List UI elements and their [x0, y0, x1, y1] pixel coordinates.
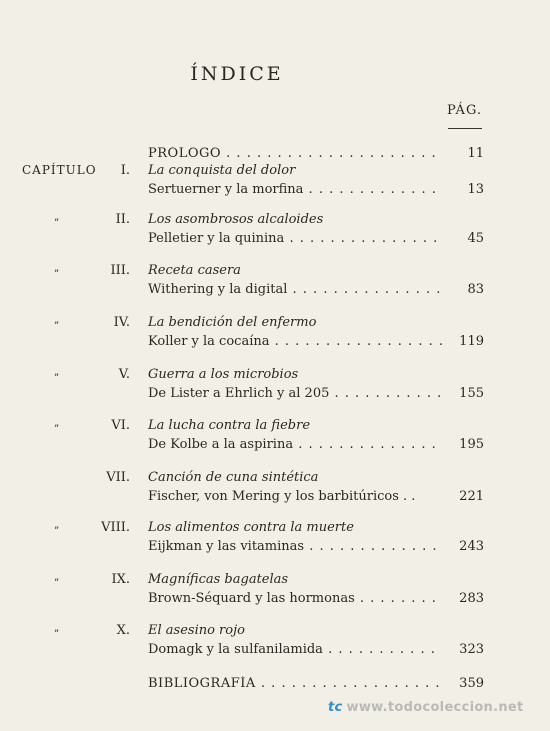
chapter-page: 119 [459, 334, 484, 349]
chapter-title: El asesino rojo [148, 623, 245, 638]
chapter-page: 243 [459, 539, 484, 554]
chapter-subtitle: Withering y la digital . . . [148, 282, 442, 297]
chapter-numeral: VII. [106, 470, 130, 485]
chapter-subtitle: Fischer, von Mering y los barbitúricos . . [148, 489, 416, 504]
chapter-numeral: IX. [111, 572, 130, 587]
ditto-mark: ” [54, 321, 59, 332]
ditto-mark: ” [54, 373, 59, 384]
chapter-page: 283 [459, 591, 484, 606]
chapter-page: 195 [459, 437, 484, 452]
watermark-text: www.todocoleccion.net [346, 700, 524, 715]
chapter-title: La bendición del enfermo [148, 315, 317, 330]
page-column-header: PÁG. [447, 103, 482, 118]
ditto-mark: ” [54, 526, 59, 537]
chapter-subtitle: Sertuerner y la morfina . . . [148, 182, 442, 197]
chapter-subtitle: De Lister a Ehrlich y al 205 . . . [148, 386, 442, 401]
chapter-title: Canción de cuna sintética [148, 470, 319, 485]
chapter-title: Los asombrosos alcaloides [148, 212, 324, 227]
chapter-numeral: VIII. [101, 520, 130, 535]
chapter-subtitle: Pelletier y la quinina . . . [148, 231, 442, 246]
bibliography-page: 359 [459, 676, 484, 691]
chapter-subtitle: De Kolbe a la aspirina . . . [148, 437, 442, 452]
chapter-title: La conquista del dolor [148, 163, 296, 178]
chapter-page: 83 [467, 282, 484, 297]
chapter-numeral: II. [115, 212, 130, 227]
chapter-title: Receta casera [148, 263, 241, 278]
chapter-page: 323 [459, 642, 484, 657]
prologue-page: 11 [467, 146, 484, 161]
ditto-mark: ” [54, 578, 59, 589]
chapter-numeral: I. [120, 163, 130, 178]
chapter-numeral: IV. [113, 315, 130, 330]
chapter-title: Guerra a los microbios [148, 367, 299, 382]
chapter-title: La lucha contra la fiebre [148, 418, 311, 433]
ditto-mark: ” [54, 424, 59, 435]
chapter-title: Magníficas bagatelas [148, 572, 289, 587]
chapter-title: Los alimentos contra la muerte [148, 520, 354, 535]
capitulo-label: CAPÍTULO [22, 163, 97, 177]
chapter-page: 221 [459, 489, 484, 504]
page-title: ÍNDICE [190, 63, 284, 85]
watermark-logo-icon: tc [328, 700, 343, 715]
chapter-numeral: VI. [111, 418, 130, 433]
chapter-subtitle: Brown-Séquard y las hormonas . . . [148, 591, 442, 606]
chapter-numeral: III. [110, 263, 130, 278]
ditto-mark: ” [54, 269, 59, 280]
chapter-subtitle: Domagk y la sulfanilamida . . . [148, 642, 442, 657]
bibliography-label: BIBLIOGRAFÍA . . . [148, 676, 442, 691]
chapter-subtitle: Eijkman y las vitaminas . . . [148, 539, 442, 554]
chapter-page: 155 [459, 386, 484, 401]
page-column-rule [448, 128, 482, 129]
watermark [328, 700, 524, 715]
chapter-page: 45 [467, 231, 484, 246]
chapter-subtitle: Koller y la cocaína . . . [148, 334, 442, 349]
chapter-numeral: X. [116, 623, 130, 638]
chapter-numeral: V. [118, 367, 130, 382]
prologue-label: PRÓLOGO . . . [148, 146, 442, 161]
ditto-mark: ” [54, 629, 59, 640]
chapter-page: 13 [467, 182, 484, 197]
ditto-mark: ” [54, 218, 59, 229]
